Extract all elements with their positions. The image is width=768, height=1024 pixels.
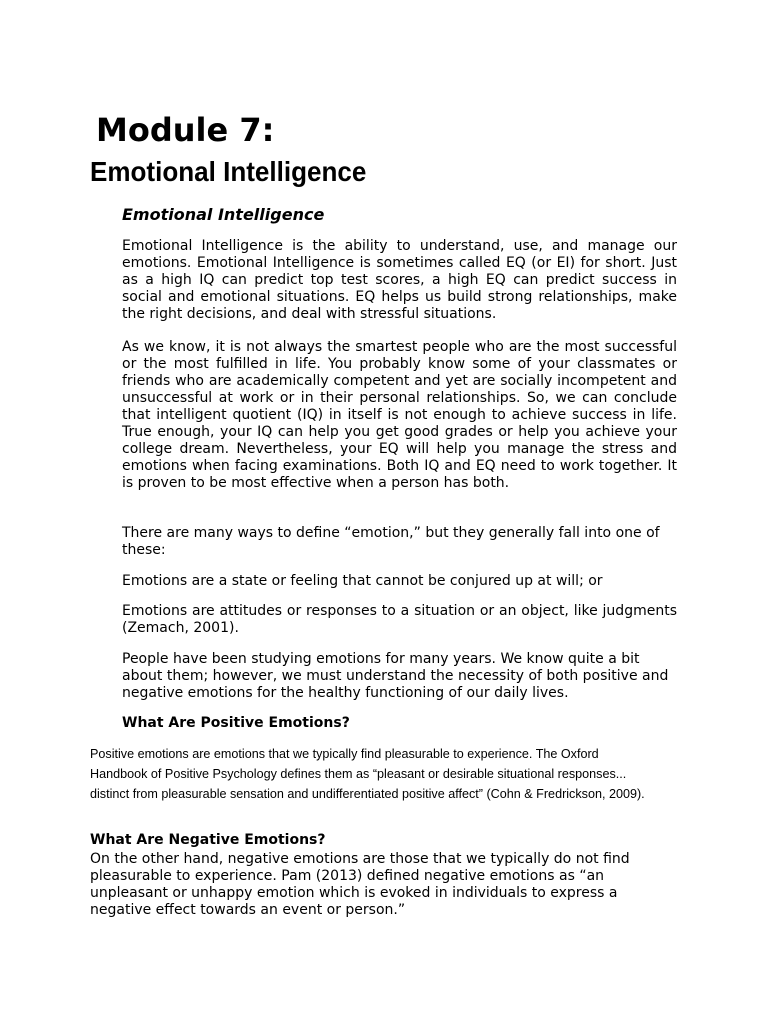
paragraph-definition: Emotional Intelligence is the ability to understand, use, and manage our emotions. Emotional Intelligence is sometimes called EQ (or EI) for short. Just as a high IQ can predict top test scores, a high EQ can predict success in social and emotional situations. EQ helps us build strong relationships, make the right decisions, and deal with stressful situations. <box>122 238 677 322</box>
section-heading: Emotional Intelligence <box>122 205 325 224</box>
module-title: Module 7: <box>96 111 275 149</box>
positive-emotions-heading: What Are Positive Emotions? <box>122 715 350 731</box>
negative-emotions-paragraph: On the other hand, negative emotions are those that we typically do not find pleasurable to experience. Pam (2013) defined negative emotions as “an unpleasant or unhappy emotion which is evoked in individuals to express a negative effect towards an event or person.” <box>90 851 630 918</box>
paragraph-studying-emotions: People have been studying emotions for many years. We know quite a bit about them; however, we must understand the necessity of both positive and negative emotions for the healthy functioning of our daily lives. <box>122 651 669 701</box>
paragraph-iq-vs-eq: As we know, it is not always the smartest people who are the most successful or the most fulfilled in life. You probably know some of your classmates or friends who are academically competent and yet are socially incompetent and unsuccessful at work or in their personal relationships. So, we can conclude that intelligent quotient (IQ) in itself is not enough to achieve success in life. True enough, your IQ can help you get good grades or help you achieve your college dream. Nevertheless, your EQ will help you manage the stress and emotions when facing examinations. Both IQ and EQ need to work together. It is proven to be most effective when a person has both. <box>122 339 677 491</box>
paragraph-emotion-definition-1: Emotions are a state or feeling that cannot be conjured up at will; or <box>122 573 603 589</box>
positive-emotions-paragraph: Positive emotions are emotions that we typically find pleasurable to experience. The Oxford Handbook of Positive Psychology defines them as “pleasant or desirable situational responses... distinct from pleasurable sensation and undifferentiated positive affect” (Cohn & Fredrickson, 2009). <box>90 747 645 801</box>
paragraph-emotion-definition-2: Emotions are attitudes or responses to a situation or an object, like judgments (Zemach, 2001). <box>122 603 677 636</box>
module-subtitle: Emotional Intelligence <box>90 156 367 187</box>
paragraph-define-emotion: There are many ways to define “emotion,” but they generally fall into one of these: <box>122 525 660 558</box>
negative-emotions-heading: What Are Negative Emotions? <box>90 832 326 848</box>
